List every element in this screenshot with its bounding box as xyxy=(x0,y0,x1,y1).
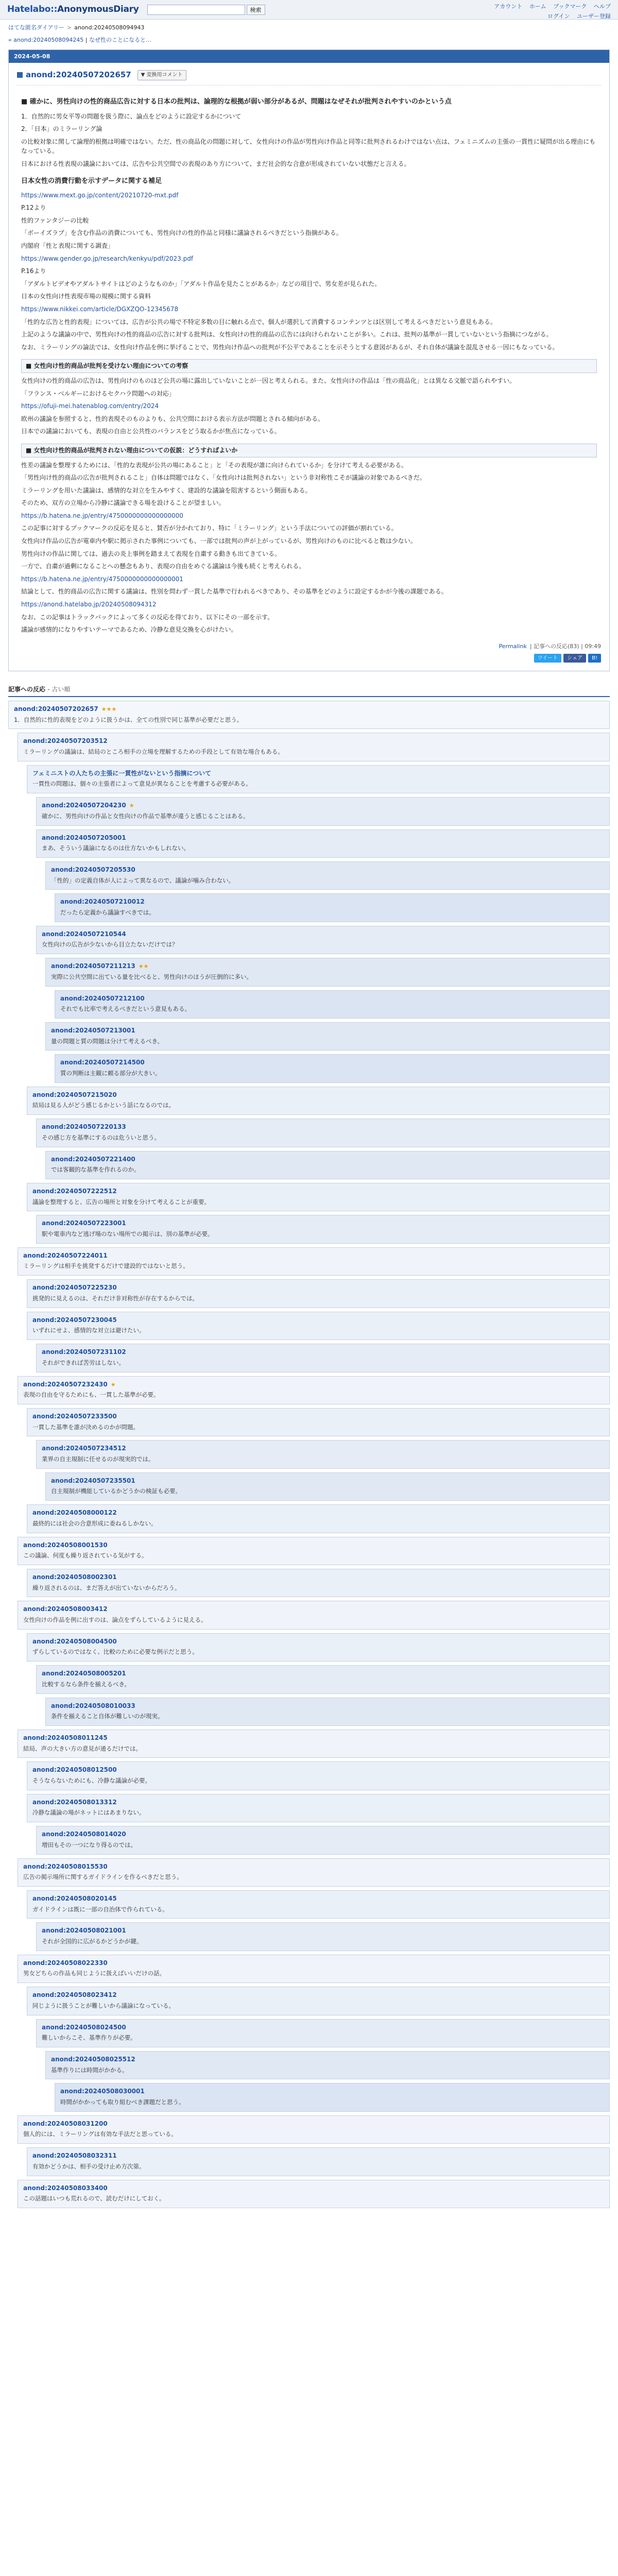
trackback-item xyxy=(36,1344,610,1372)
trackback-item xyxy=(27,1087,610,1115)
trackback-link[interactable]: anond:20240507203512 xyxy=(23,737,108,745)
breadcrumb-separator: > xyxy=(67,24,72,31)
trackback-item xyxy=(55,893,610,922)
entry-paragraph: 2．「日本」のミラーリング論 xyxy=(21,125,102,133)
trackback-text: この話題はいつも荒れるので、読むだけにしておく。 xyxy=(23,2195,165,2202)
trackback-header xyxy=(23,1604,604,1614)
trackback-text: 基準作りには時間がかかる。 xyxy=(51,2066,128,2074)
trackback-link[interactable]: anond:20240508025512 xyxy=(51,2056,135,2063)
header-links-row1 xyxy=(489,2,611,11)
trackback-link[interactable]: anond:20240507205001 xyxy=(42,834,126,841)
trackback-item xyxy=(18,1730,610,1758)
trackback-text: 結局は見る人がどう感じるかという話になるのでは。 xyxy=(32,1101,175,1109)
trackback-header xyxy=(23,1251,604,1261)
trackback-header xyxy=(32,1412,604,1421)
trackback-header xyxy=(23,1380,604,1389)
trackback-link[interactable]: anond:20240508001530 xyxy=(23,1541,108,1549)
trackback-header xyxy=(32,1990,604,2000)
trackback-link[interactable]: anond:20240507222512 xyxy=(32,1188,117,1195)
trackback-text: いずれにせよ、感情的な対立は避けたい。 xyxy=(32,1327,145,1334)
trackback-text: 有効かどうかは、相手の受け止め方次第。 xyxy=(32,2162,145,2170)
trackback-item xyxy=(36,1118,610,1147)
trackback-link[interactable]: anond:20240508033400 xyxy=(23,2184,108,2192)
trackback-text: それが全国的に広がるかどうかが鍵。 xyxy=(42,1938,143,1945)
trackback-link[interactable]: anond:20240508030001 xyxy=(60,2088,145,2095)
header-link-account[interactable]: アカウント xyxy=(494,3,523,10)
trackback-item xyxy=(45,958,610,986)
entry-inner xyxy=(9,63,609,671)
entry-link[interactable]: https://www.gender.go.jp/research/kenkyu/pdf/2023.pdf xyxy=(21,255,194,262)
trackback-link[interactable]: anond:20240507210544 xyxy=(42,930,126,938)
trackback-link[interactable]: anond:20240507205530 xyxy=(51,866,135,873)
trackback-header xyxy=(14,704,604,714)
trackback-text: まあ、そういう議論になるのは仕方ないかもしれない。 xyxy=(42,844,190,852)
trackback-link[interactable]: anond:20240508002301 xyxy=(32,1573,117,1581)
trackback-item xyxy=(27,1183,610,1211)
trackback-text: 同じように扱うことが難しいから議論になっている。 xyxy=(32,2002,175,2009)
trackback-header xyxy=(32,1090,604,1100)
trackback-text: 1．自然的に性的表現をどのように扱うかは、全ての性別で同じ基準が必要だと思う。 xyxy=(14,716,243,723)
trackback-header xyxy=(42,1926,604,1936)
trackback-text: 業界の自主規制に任せるのが現実的では。 xyxy=(42,1455,154,1463)
entry-paragraph: この記事に対するブックマークの反応を見ると、賛否が分かれており、特に「ミラーリング」という手法についての評価が割れている。 xyxy=(21,524,398,532)
trackback-link[interactable]: anond:20240507220133 xyxy=(42,1123,126,1131)
trackback-text: 議論を整理すると、広告の場所と対象を分けて考えることが重要。 xyxy=(32,1198,210,1206)
entry-box-heading: ■ 女性向け性的商品が批判を受けない理由についての考察 xyxy=(21,359,597,373)
trackback-header xyxy=(23,1958,604,1968)
trackback-text: 質の判断は主観に頼る部分が大きい。 xyxy=(60,1070,161,1077)
trackback-header xyxy=(42,801,604,810)
trackback-link[interactable]: anond:20240508014020 xyxy=(42,1831,126,1838)
trackback-item xyxy=(18,2180,610,2208)
tweet-button[interactable]: ツイート xyxy=(534,654,562,663)
entry-title[interactable]: anond:20240507202657 xyxy=(26,70,131,80)
trackback-link[interactable]: anond:20240508023412 xyxy=(32,1991,117,1999)
trackback-sort: - 古い順 xyxy=(47,686,71,693)
trackback-header xyxy=(32,1187,604,1196)
trackback-header xyxy=(23,2119,604,2129)
trackback-item xyxy=(55,2083,610,2111)
trackback-item xyxy=(45,2051,610,2079)
entry-title-row xyxy=(17,69,601,86)
trackback-item xyxy=(36,1665,610,1693)
entry-paragraph: 議論が感情的になりやすいテーマであるため、冷静な意見交換を心がけたい。 xyxy=(21,626,237,634)
trackback-item xyxy=(18,1955,610,1983)
entry-footer xyxy=(17,642,601,651)
trackback-link[interactable]: anond:20240508000122 xyxy=(32,1509,117,1517)
entry-paragraph: 1．自然的に男女平等の問題を扱う際に、論点をどのように設定するかについて xyxy=(21,112,242,120)
entry-paragraph: なお、この記事はトラックバックによって多くの反応を得ており、以下にその一部を示す。 xyxy=(21,613,274,621)
trackback-item xyxy=(27,1279,610,1308)
trackback-item xyxy=(27,1890,610,1919)
trackback-link[interactable]: フェミニストの人たちの主張に一貫性がないという指摘について xyxy=(32,769,212,777)
trackback-link[interactable]: anond:20240507215020 xyxy=(32,1091,117,1098)
trackback-item xyxy=(36,1215,610,1243)
trackback-item xyxy=(45,1472,610,1501)
trackback-item xyxy=(45,1698,610,1726)
trackback-link[interactable]: anond:20240508012500 xyxy=(32,1766,117,1774)
trackback-header xyxy=(60,994,604,1004)
trackback-link[interactable]: anond:20240507232430 xyxy=(23,1380,108,1388)
trackback-header xyxy=(32,1572,604,1582)
trackback-text: それができれば苦労はしない。 xyxy=(42,1359,125,1366)
trackback-item xyxy=(27,1987,610,2015)
entry-body xyxy=(17,86,601,634)
search-form xyxy=(147,5,265,15)
logo-main: Hatelabo xyxy=(7,4,51,15)
entry-paragraph: 日本の女性向け性表現市場の規模に関する資料 xyxy=(21,293,151,300)
entry-paragraph: 「ボーイズラブ」を含む作品の消費についても、男性向けの性的作品と同様に議論されるべきだという指摘がある。 xyxy=(21,229,342,237)
trackback-link[interactable]: anond:20240507214500 xyxy=(60,1059,145,1066)
trackback-stars: ★ xyxy=(110,1381,116,1388)
trackback-stars: ★★★ xyxy=(101,705,117,713)
entry-paragraph: 性的ファンタジーの比較 xyxy=(21,216,89,224)
trackback-item xyxy=(36,829,610,858)
trackback-text: 増田もその一つになり得るのでは。 xyxy=(42,1841,136,1849)
entry-paragraph: 性差の議論を整理するためには、「性的な表現が公共の場にあること」と「その表現が誰に向けられているか」を分けて考える必要がある。 xyxy=(21,461,408,469)
trackback-text: 難しいからこそ、基準作りが必要。 xyxy=(42,2034,136,2042)
trackback-header xyxy=(32,2151,604,2161)
trackback-text: 確かに、男性向けの作品と女性向けの作品で基準が違うと感じることはある。 xyxy=(42,812,249,820)
trackback-text: 結局、声の大きい方の意見が通るだけでは。 xyxy=(23,1744,142,1752)
header-link-home[interactable]: ホーム xyxy=(529,3,546,10)
trackback-heading xyxy=(8,685,610,697)
top-bar xyxy=(0,0,618,20)
entry-box-heading: ■ 女性向け性的商品が批判されない理由についての仮説：どうすればよいか xyxy=(21,444,597,457)
trackback-link[interactable]: anond:20240508031200 xyxy=(23,2120,108,2127)
entry-lead: ■ 確かに、男性向けの性的商品広告に対する日本の批判は、論理的な根拠が弱い部分があるが、問題はなぜそれが批判されやすいのかという点 xyxy=(21,98,452,106)
trackback-header xyxy=(32,1894,604,1904)
entry-date: 2024-05-08 xyxy=(9,50,609,63)
trackback-item xyxy=(45,861,610,890)
entry-paragraph: 「フランス・ベルギーにおけるセクハラ問題への対応」 xyxy=(21,389,175,397)
header-links-row2 xyxy=(489,12,611,21)
trackback-text: ガイドラインは既に一部の自治体で作られている。 xyxy=(32,1905,168,1913)
trackback-item xyxy=(36,1440,610,1468)
entry-paragraph: 日本における性表現の議論においては、広告や公共空間での表現のあり方について、まだ社会的な合意が形成されていない状態だと言える。 xyxy=(21,160,410,167)
trackback-header xyxy=(23,1540,604,1550)
trackback-link[interactable]: anond:20240508003412 xyxy=(23,1605,108,1613)
title-square-icon xyxy=(17,72,23,78)
entry-paragraph: 女性向けの性的商品の広告は、男性向けのものほど公共の場に露出していないことが一因と考えられる。また、女性向けの作品は「性の商品化」とは異なる文脈で語られやすい。 xyxy=(21,377,516,384)
entry-meta: | 記事への反応(83) | 09:49 xyxy=(529,642,601,650)
trackback-link[interactable]: anond:20240507212100 xyxy=(60,994,145,1002)
pager-separator: | xyxy=(85,37,88,44)
site-logo[interactable] xyxy=(7,3,139,16)
trackback-link[interactable]: anond:20240507225230 xyxy=(32,1284,117,1292)
entry-link[interactable]: https://anond.hatelabo.jp/20240508094312 xyxy=(21,601,157,608)
trackback-header xyxy=(42,2023,604,2032)
trackback-item xyxy=(18,1601,610,1629)
trackback-header xyxy=(42,1218,604,1228)
trackback-link[interactable]: anond:20240507210012 xyxy=(60,898,145,906)
entry-link[interactable]: https://ofuji-mei.hatenablog.com/entry/2024 xyxy=(21,402,159,410)
entry-heading: 日本女性の消費行動を示すデータに関する補足 xyxy=(21,177,162,185)
trackback-text: だったら定義から議論すべきでは。 xyxy=(60,909,155,916)
entry-paragraph: 女性向け作品の広告が電車内や駅に掲示された事例についても、一部では批判の声が上がっているが、男性向けのものに比べると数は少ない。 xyxy=(21,537,417,545)
trackback-item xyxy=(36,1922,610,1951)
trackback-header xyxy=(23,1733,604,1743)
trackback-item xyxy=(27,1408,610,1436)
login-link[interactable]: ログイン xyxy=(547,13,570,20)
trackback-header xyxy=(51,961,604,971)
trackback-text: 繰り返されるのは、まだ答えが出ていないからだろう。 xyxy=(32,1584,181,1591)
trackback-header xyxy=(42,833,604,843)
search-button[interactable]: 検索 xyxy=(247,5,265,15)
header-link-bookmark[interactable]: ブックマーク xyxy=(553,3,587,10)
trackback-text: 男女どちらの作品も同じように扱えばいいだけの話。 xyxy=(23,1970,165,1977)
trackback-header xyxy=(51,1155,604,1164)
logo-sep: :: xyxy=(50,4,58,15)
entry-pager xyxy=(0,36,618,49)
entry-link[interactable]: https://b.hatena.ne.jp/entry/4750000000000000000 xyxy=(21,512,183,519)
entry-paragraph: P.12より xyxy=(21,204,46,212)
trackback-item xyxy=(45,1022,610,1050)
trackback-item xyxy=(36,1826,610,1854)
trackback-text: この議論、何度も繰り返されている気がする。 xyxy=(23,1552,148,1560)
trackback-heading-label: 記事への反応 xyxy=(8,686,46,693)
trackback-header xyxy=(42,1122,604,1132)
entry-paragraph: 結論として、性的商品の広告に関する議論は、性別を問わず一貫した基準で行われるべきであり、その基準をどのように設定するかが今後の課題である。 xyxy=(21,588,448,596)
trackback-text: 自主規制が機能しているかどうかの検証も必要。 xyxy=(51,1487,181,1495)
trackback-item xyxy=(27,1569,610,1597)
trackback-item xyxy=(27,2147,610,2176)
entry-paragraph: 内閣府「性と表現に関する調査」 xyxy=(21,242,114,250)
facebook-share-button[interactable]: シェア xyxy=(563,654,586,663)
trackback-link[interactable]: anond:20240507221400 xyxy=(51,1155,135,1163)
trackback-item xyxy=(36,2019,610,2047)
trackback-text: では客観的な基準を作れるのか。 xyxy=(51,1166,140,1174)
trackback-link[interactable]: anond:20240508013312 xyxy=(32,1798,117,1806)
trackback-text: ミラーリングの議論は、結局のところ相手の立場を理解するための手段として有効な場合もある。 xyxy=(23,748,284,755)
trackback-header xyxy=(32,1765,604,1775)
trackback-item xyxy=(36,926,610,954)
trackback-link[interactable]: anond:20240507231102 xyxy=(42,1348,126,1356)
entry-paragraph: 「アダルトビデオやアダルトサイトはどのようなものか」「アダルト作品を見たことがあるか」などの項目で、男女差が見られた。 xyxy=(21,280,381,287)
entry-paragraph: そのため、双方の立場から冷静に議論できる場を設けることが望ましい。 xyxy=(21,499,225,507)
trackback-text: 女性向けの作品を例に出すのは、論点をずらしているように見える。 xyxy=(23,1616,207,1623)
trackback-item xyxy=(27,1794,610,1822)
trackback-header xyxy=(32,1315,604,1325)
trackback-text: 冷静な議論の場がネットにはあまりない。 xyxy=(32,1809,145,1817)
breadcrumb-current: anond:20240508094943 xyxy=(74,24,145,31)
entry-paragraph: P.16より xyxy=(21,267,46,275)
trackback-header xyxy=(51,1026,604,1036)
trackback-link[interactable]: anond:20240507224011 xyxy=(23,1251,108,1259)
trackback-text: 挑発的に見えるのは、それだけ非対称性が存在するからでは。 xyxy=(32,1294,198,1302)
trackback-text: 個人的には、ミラーリングは有効な手法だと思っている。 xyxy=(23,2130,177,2138)
trackback-header xyxy=(32,1508,604,1518)
trackback-link[interactable]: anond:20240507204230 xyxy=(42,802,126,809)
trackback-link[interactable]: anond:20240508032311 xyxy=(32,2152,117,2160)
signup-link[interactable]: ユーザー登録 xyxy=(577,13,611,20)
trackback-header xyxy=(32,1798,604,1807)
trackback-header xyxy=(23,1862,604,1872)
hatena-bookmark-button[interactable]: B! xyxy=(588,654,601,663)
entry-paragraph: 「性的な広告と性的表現」については、広告が公共の場で不特定多数の目に触れる点で、個人が選択して消費するコンテンツとは区別して考えるべきだという意見もある。 xyxy=(21,318,496,326)
breadcrumb-root[interactable]: はてな匿名ダイアリー xyxy=(8,24,65,31)
trackback-header xyxy=(60,1058,604,1067)
trackback-link[interactable]: anond:20240507211213 xyxy=(51,962,135,970)
trackback-item xyxy=(27,1312,610,1340)
trackback-text: 一貫性の問題は、個々の主張者によって意見が異なることを考慮する必要がある。 xyxy=(32,780,252,788)
trackback-list xyxy=(8,701,610,2208)
trackback-item xyxy=(18,2115,610,2144)
trackback-link[interactable]: anond:20240508011245 xyxy=(23,1734,108,1741)
entry-paragraph: 一方で、自粛が過剰になることへの懸念もあり、表現の自由をめぐる議論は今後も続くと考えられる。 xyxy=(21,563,305,570)
trackback-text: ずらしているのではなく、比較のために必要な例示だと思う。 xyxy=(32,1648,198,1656)
entry-paragraph: の比較対象に関して論理的根拠は明確ではない。ただ、性の商品化の問題に対して、女性向けの作品が男性向け作品と同等に批判されるわけではない点は、フェミニズムの主張の一貫性に疑問が出る理由にもなっている。 xyxy=(21,138,596,155)
trackback-text: 比較するなら条件を揃えるべき。 xyxy=(42,1680,131,1688)
header-link-help[interactable]: ヘルプ xyxy=(594,3,611,10)
trackback-link[interactable]: anond:20240508020145 xyxy=(32,1895,117,1902)
trackback-text: 条件を揃えること自体が難しいのが現実。 xyxy=(51,1713,164,1720)
trackback-text: 最終的には社会の合意形成に委ねるしかない。 xyxy=(32,1519,157,1527)
trackback-header xyxy=(32,1283,604,1293)
share-buttons xyxy=(17,654,601,663)
trackback-header xyxy=(23,736,604,746)
trackback-link[interactable]: anond:20240507235501 xyxy=(51,1477,135,1484)
trackback-link[interactable]: anond:20240507234512 xyxy=(42,1445,126,1452)
trackback-item xyxy=(55,1054,610,1082)
trackback-text: 女性向けの広告が少ないから目立たないだけでは？ xyxy=(42,941,178,948)
trackback-text: そうならないためにも、冷静な議論が必要。 xyxy=(32,1776,151,1784)
trackback-link[interactable]: anond:20240507230045 xyxy=(32,1316,117,1324)
trackback-item xyxy=(27,1633,610,1662)
entry-paragraph: 欧州の議論を参照すると、性的表現そのものよりも、公共空間における表示方法が問題とされる傾向がある。 xyxy=(21,415,324,422)
trackback-item xyxy=(45,1151,610,1179)
breadcrumb xyxy=(0,20,618,36)
trackback-text: それでも比率で考えるべきだという意見もある。 xyxy=(60,1005,191,1013)
trackback-section xyxy=(8,685,610,2208)
trackback-item xyxy=(18,733,610,761)
trackback-text: 「性的」の定義自体が人によって異なるので、議論が噛み合わない。 xyxy=(51,876,235,884)
trackback-link[interactable]: anond:20240508010033 xyxy=(51,1702,135,1709)
trackback-header xyxy=(42,929,604,939)
trackback-header xyxy=(42,1829,604,1839)
trackback-item xyxy=(18,1247,610,1276)
trackback-link[interactable]: anond:20240508022330 xyxy=(23,1959,108,1967)
trackback-text: 広告の掲示場所に関するガイドラインを作るべきだと思う。 xyxy=(23,1873,183,1881)
trackback-header xyxy=(42,1669,604,1679)
trackback-header xyxy=(51,1701,604,1711)
trackback-text: 一貫した基準を誰が決めるのかが問題。 xyxy=(32,1423,139,1431)
header-links xyxy=(489,2,611,21)
trackback-text: 量の問題と質の問題は分けて考えるべき。 xyxy=(51,1037,164,1045)
trackback-header xyxy=(23,2183,604,2193)
trackback-header xyxy=(51,865,604,875)
trackback-link[interactable]: anond:20240508021001 xyxy=(42,1927,126,1935)
entry-paragraph: 男性向けの作品に関しては、過去の炎上事例を踏まえて表現を自粛する動きも出てきている。 xyxy=(21,550,281,557)
trackback-header xyxy=(60,2087,604,2096)
entry-paragraph: 日本での議論においても、表現の自由と公共性のバランスをどう取るかが焦点になっている。 xyxy=(21,428,281,435)
entry-link[interactable]: https://www.nikkei.com/article/DGXZQO-12345678 xyxy=(21,305,179,313)
trackback-link[interactable]: anond:20240507233500 xyxy=(32,1412,117,1420)
entry-link[interactable]: https://www.mext.go.jp/content/20210720-mxt.pdf xyxy=(21,191,179,199)
trackback-header xyxy=(42,1347,604,1357)
entry-paragraph: 「男性向け性的商品の広告が批判されること」自体は問題ではなく、「女性向けは批判されない」という非対称性こそが議論の対象であるべきだ。 xyxy=(21,474,426,482)
trackback-header xyxy=(32,769,604,778)
trackback-header xyxy=(42,1444,604,1453)
next-entry-link[interactable]: なぜ性のことになると... xyxy=(89,37,151,44)
search-input[interactable] xyxy=(147,5,245,15)
logo-sub: AnonymousDiary xyxy=(57,4,139,15)
trackback-item xyxy=(27,765,610,793)
trackback-item xyxy=(36,797,610,825)
trackback-item xyxy=(55,990,610,1019)
trackback-text: 実際に公共空間に出ている量を比べると、男性向けのほうが圧倒的に多い。 xyxy=(51,973,252,980)
report-button[interactable]: ▼ 変換用コメント xyxy=(138,70,186,80)
trackback-link[interactable]: anond:20240508004500 xyxy=(32,1637,117,1645)
entry-paragraph: ミラーリングを用いた議論は、感情的な対立を生みやすく、建設的な議論を阻害するという側面もある。 xyxy=(21,486,312,494)
prev-entry-link[interactable]: « anond:20240508094245 xyxy=(8,37,84,44)
trackback-text: 表現の自由を守るためにも、一貫した基準が必要。 xyxy=(23,1391,160,1399)
trackback-link[interactable]: anond:20240507202657 xyxy=(14,705,98,713)
trackback-stars: ★★ xyxy=(138,963,149,970)
trackback-item xyxy=(27,1761,610,1790)
entry-paragraph: 上記のような議論の中で、男性向けの性的商品の広告に対する批判は、女性向けの性的商品の広告には向けられないことが多い。これは、批判の基準が一貫していないという指摘につながる。 xyxy=(21,331,553,338)
entry-link[interactable]: https://b.hatena.ne.jp/entry/4750000000000000001 xyxy=(21,575,183,583)
trackback-item xyxy=(18,1858,610,1887)
entry xyxy=(8,49,610,671)
trackback-text: ミラーリングは相手を挑発するだけで建設的ではないと思う。 xyxy=(23,1262,189,1270)
trackback-item xyxy=(8,701,610,729)
trackback-header xyxy=(51,1476,604,1486)
trackback-item xyxy=(18,1537,610,1565)
entry-paragraph: なお、ミラーリングの論法では、女性向け作品を例に挙げることで、男性向け作品への批判が不公平であることを示そうとする意図があるが、それ自体が議論を混乱させる一因にもなっている。 xyxy=(21,343,559,351)
trackback-text: 駅や電車内など逃げ場のない場所での掲示は、別の基準が必要。 xyxy=(42,1230,214,1238)
trackback-link[interactable]: anond:20240507223001 xyxy=(42,1219,126,1227)
trackback-stars: ★ xyxy=(129,802,134,809)
trackback-item xyxy=(18,1376,610,1404)
trackback-header xyxy=(51,2055,604,2064)
trackback-link[interactable]: anond:20240508015530 xyxy=(23,1862,108,1870)
trackback-item xyxy=(27,1504,610,1533)
trackback-text: その感じ方を基準にするのは危ういと思う。 xyxy=(42,1133,160,1141)
permalink[interactable]: Permalink xyxy=(499,642,527,650)
trackback-link[interactable]: anond:20240508024500 xyxy=(42,2023,126,2031)
trackback-link[interactable]: anond:20240508005201 xyxy=(42,1670,126,1677)
trackback-text: 時間がかかっても取り組むべき課題だと思う。 xyxy=(60,2098,185,2106)
trackback-header xyxy=(32,1637,604,1647)
trackback-link[interactable]: anond:20240507213001 xyxy=(51,1027,135,1035)
trackback-header xyxy=(60,897,604,907)
